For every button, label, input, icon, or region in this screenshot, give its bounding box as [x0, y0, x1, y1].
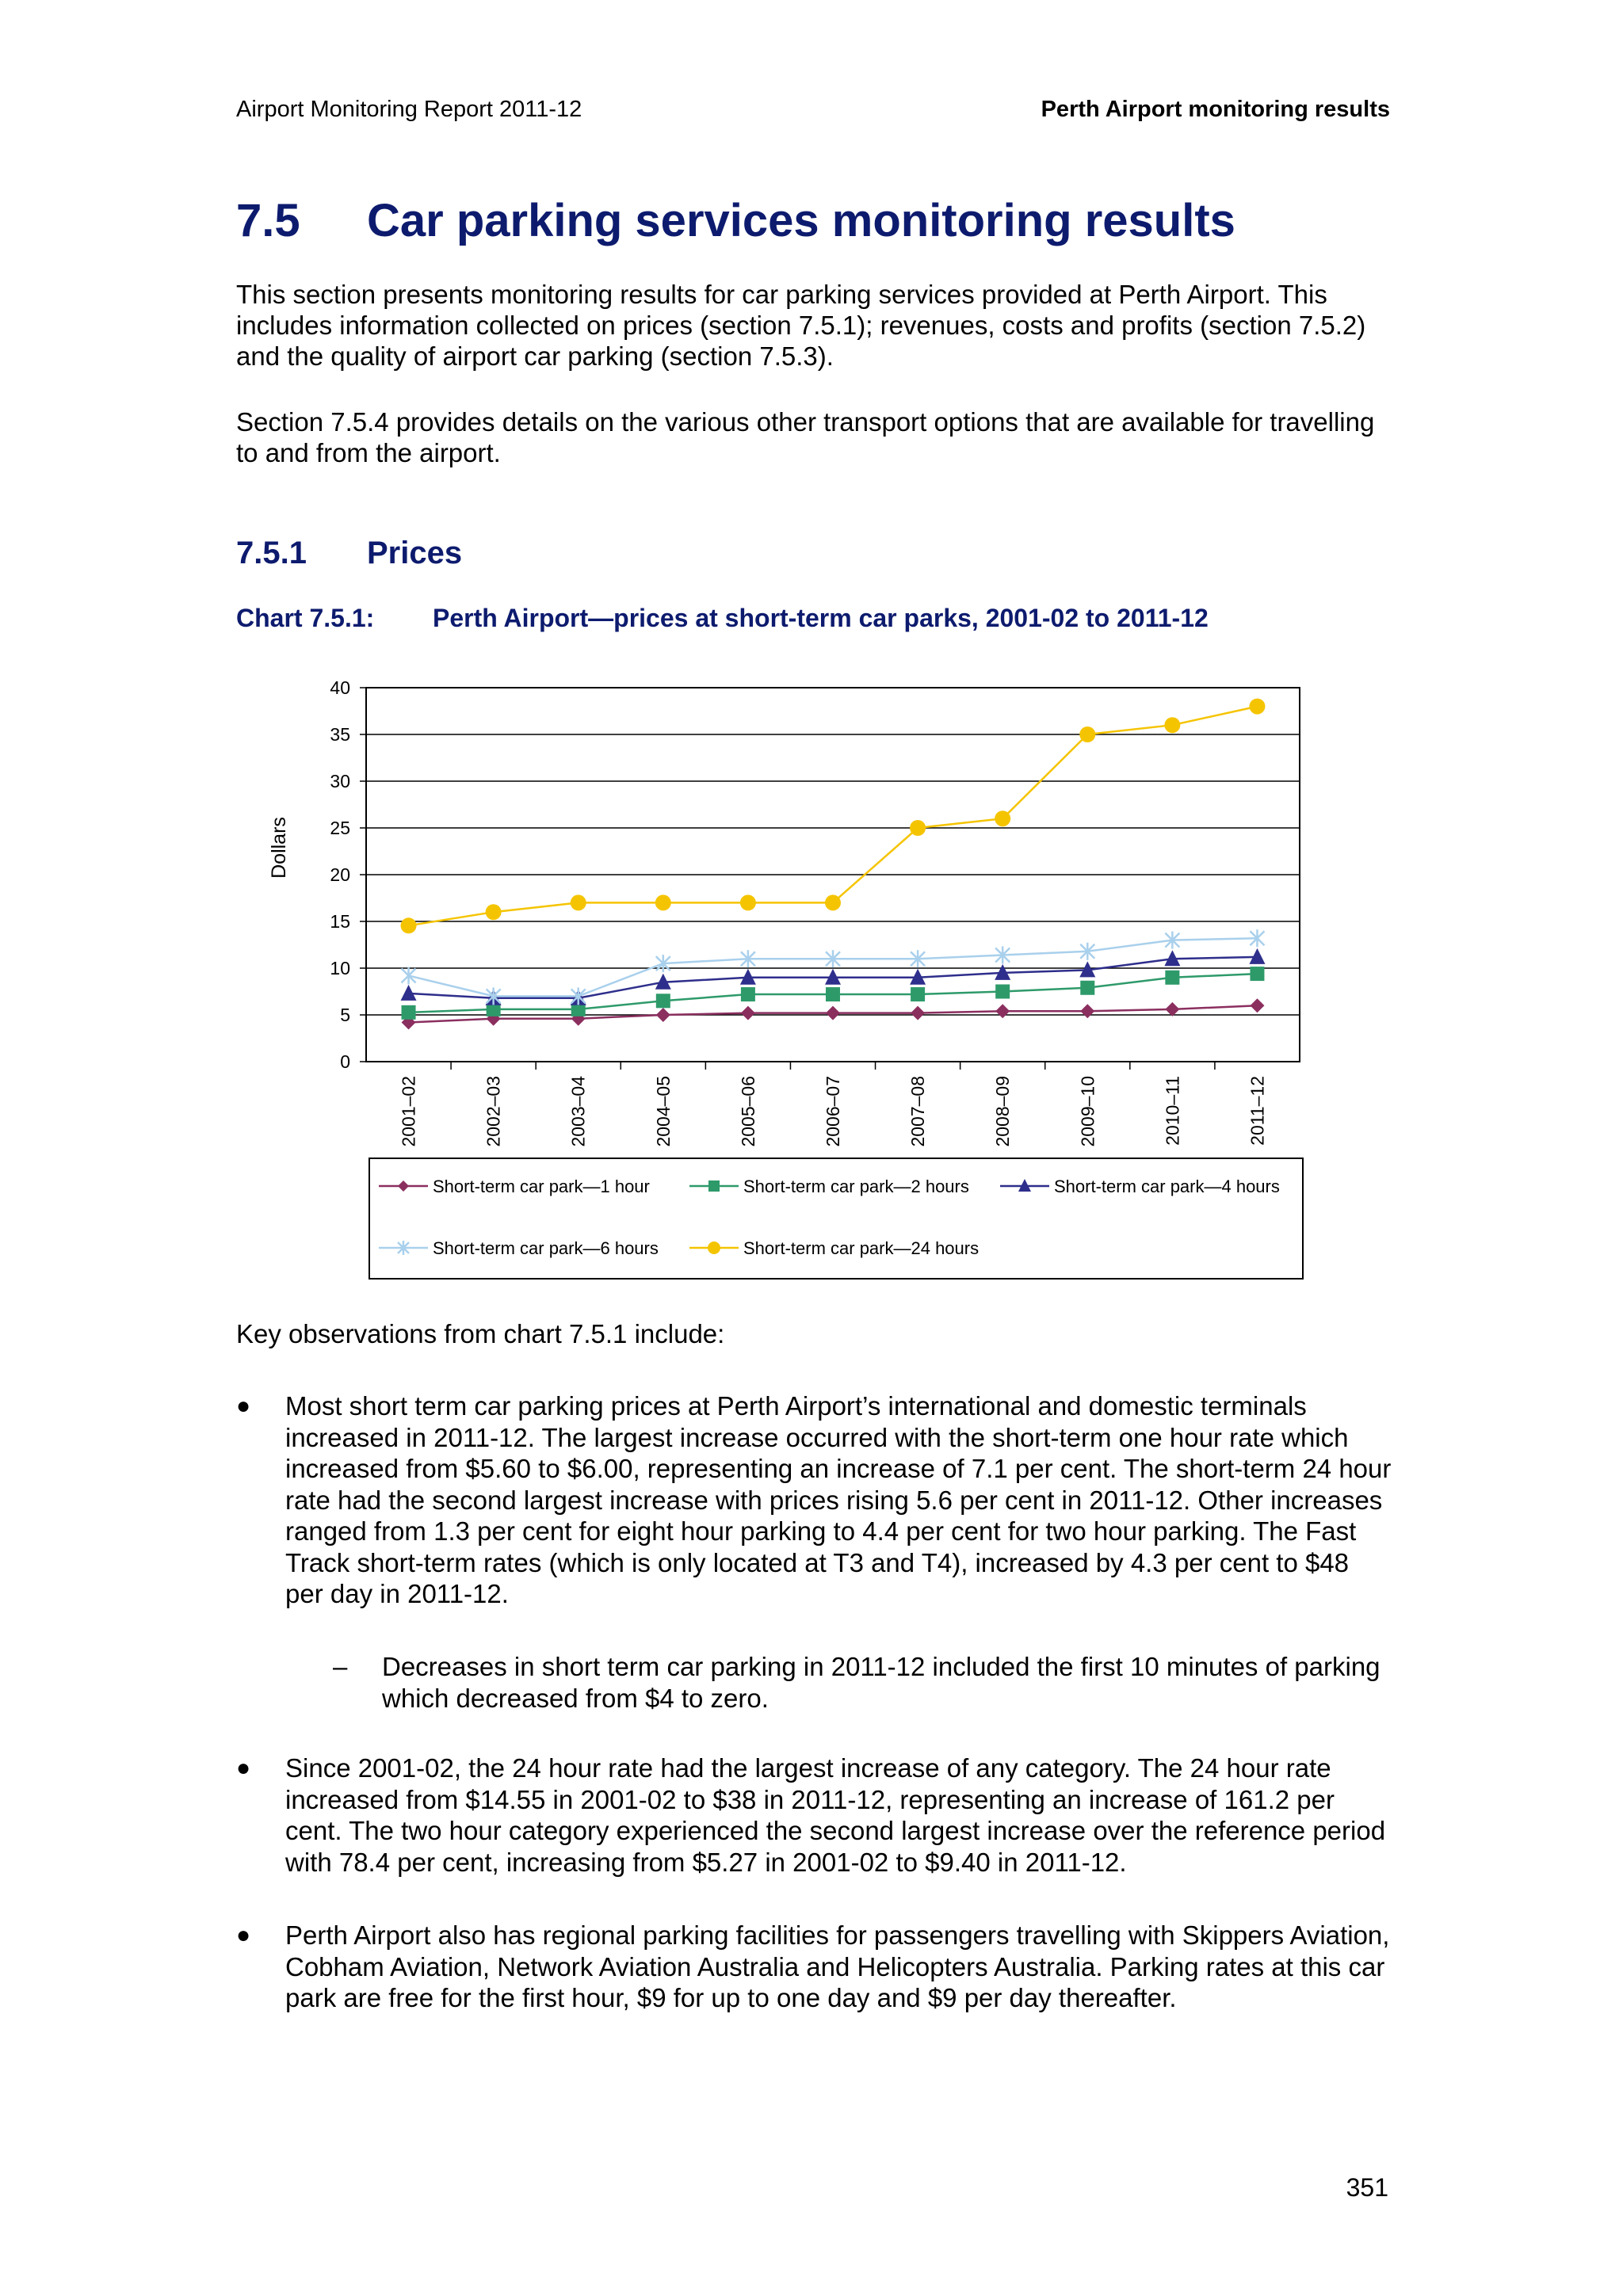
running-header-right: Perth Airport monitoring results: [1041, 97, 1390, 122]
data-point: [486, 904, 502, 920]
legend-item: [689, 1238, 979, 1258]
chart-caption-title: Perth Airport—prices at short-term car parks, 2001-02 to 2011-12: [433, 604, 1209, 632]
data-point: [401, 917, 417, 933]
subsection-number: 7.5.1: [236, 536, 307, 570]
x-tick-label: 2010–11: [1162, 1076, 1183, 1146]
data-point: [1165, 1002, 1179, 1016]
running-header-left: Airport Monitoring Report 2011-12: [236, 97, 582, 122]
data-point: [911, 1006, 925, 1020]
data-point: [740, 894, 756, 910]
y-axis-label: Dollars: [268, 817, 290, 879]
bullet-marker: ●: [236, 1755, 251, 1781]
x-tick-label: 2002–03: [483, 1076, 504, 1147]
legend-label: Short-term car park—4 hours: [1054, 1177, 1280, 1196]
y-tick-label: 15: [330, 911, 350, 932]
legend-item: [689, 1177, 969, 1196]
y-tick-label: 40: [330, 677, 350, 698]
observation-bullet-1: [236, 1390, 1393, 1610]
legend-item: [1000, 1177, 1280, 1196]
section-title: Car parking services monitoring results: [367, 195, 1235, 246]
series-4: [401, 699, 1266, 934]
bullet-text: Since 2001-02, the 24 hour rate had the largest increase of any category. The 24 hour rate increased from $14.55 in 2001-02 to $38 in 2011-12, representing an increase of 161.2 per cent. The two hour category experienced the second largest increase over the reference period with 78.4 per cent, increasing from $5.27 in 2001-02 to $9.40 in 2011-12.: [285, 1753, 1386, 1877]
y-tick-label: 35: [330, 724, 350, 745]
section-number: 7.5: [236, 195, 300, 246]
y-tick-label: 30: [330, 771, 350, 791]
x-tick-label: 2009–10: [1077, 1076, 1098, 1147]
legend-label: Short-term car park—1 hour: [433, 1177, 650, 1196]
data-point: [656, 994, 670, 1008]
bullet-marker: ●: [236, 1393, 251, 1419]
x-axis-ticks: [399, 1062, 1268, 1147]
x-tick-label: 2011–12: [1247, 1076, 1268, 1146]
data-point: [826, 1006, 840, 1020]
data-point: [1165, 971, 1179, 985]
x-tick-label: 2003–04: [567, 1076, 589, 1147]
data-point: [401, 985, 417, 1001]
legend-label: Short-term car park—6 hours: [433, 1238, 659, 1258]
legend-label: Short-term car park—2 hours: [743, 1177, 969, 1196]
data-point: [825, 894, 841, 910]
x-tick-label: 2005–06: [737, 1076, 758, 1147]
observation-bullet-2: [236, 1753, 1393, 1878]
legend-label: Short-term car park—24 hours: [743, 1238, 980, 1258]
subsection-title: Prices: [367, 536, 463, 570]
x-tick-label: 2008–09: [992, 1076, 1014, 1147]
y-tick-label: 5: [340, 1005, 350, 1025]
data-point: [911, 987, 925, 1001]
observation-bullet-3: [236, 1920, 1393, 2014]
dash-marker: –: [333, 1652, 348, 1681]
data-point: [402, 967, 416, 984]
data-point: [1079, 727, 1095, 742]
legend-item: [379, 1177, 650, 1196]
chart-series: [401, 699, 1266, 1030]
x-tick-label: 2007–08: [907, 1076, 929, 1147]
chart-caption-number: Chart 7.5.1:: [236, 604, 375, 632]
data-point: [741, 1006, 755, 1020]
data-point: [995, 1004, 1010, 1018]
bullet-marker: ●: [236, 1922, 251, 1948]
data-point: [1080, 981, 1094, 995]
data-point: [656, 1008, 670, 1022]
page-number: 351: [1346, 2173, 1388, 2202]
x-tick-label: 2001–02: [398, 1076, 419, 1147]
y-tick-label: 10: [330, 958, 350, 978]
x-tick-label: 2004–05: [652, 1076, 674, 1147]
data-point: [1250, 998, 1264, 1013]
legend-marker: [708, 1241, 720, 1254]
y-tick-label: 0: [340, 1051, 350, 1072]
data-point: [826, 987, 840, 1001]
data-point: [741, 987, 755, 1001]
data-point: [655, 894, 671, 910]
observation-subbullet-1: [333, 1651, 1395, 1714]
legend-item: [379, 1238, 659, 1258]
y-tick-label: 20: [330, 864, 350, 885]
intro-paragraph: This section presents monitoring results for car parking services provided at Perth Airport. This includes information collected on prices (section 7.5.1); revenues, costs and profits (section 7.5.2) and the quality of airport car parking (section 7.5.3).: [236, 280, 1366, 371]
y-axis-ticks: [330, 677, 366, 1072]
data-point: [995, 985, 1010, 999]
subbullet-text: Decreases in short term car parking in 2011-12 included the first 10 minutes of parking which decreased from $4 to zero.: [382, 1652, 1381, 1713]
data-point: [1249, 699, 1265, 715]
data-point: [402, 1005, 416, 1020]
x-tick-label: 2006–07: [823, 1076, 843, 1147]
bullet-text: Perth Airport also has regional parking facilities for passengers travelling with Skippers Aviation, Cobham Aviation, Network Aviation Australia and Helicopters Australia. Parking rates at this car park are free for the first hour, $9 for up to one day and $9 per day thereafter.: [285, 1920, 1390, 2012]
data-point: [1164, 717, 1180, 733]
legend-marker: [708, 1180, 720, 1192]
y-tick-label: 25: [330, 818, 350, 838]
intro-paragraph-2: Section 7.5.4 provides details on the various other transport options that are available for travelling to and from the airport.: [236, 407, 1375, 467]
series-line: [409, 707, 1258, 926]
data-point: [910, 820, 926, 836]
bullet-text: Most short term car parking prices at Perth Airport’s international and domestic terminals increased in 2011-12. The largest increase occurred with the short-term one hour rate which increased from $5.60 to $6.00, representing an increase of 7.1 per cent. The short-term 24 hour rate had the second largest increase with prices rising 5.6 per cent in 2011-12. Other increases ranged from 1.3 per cent for eight hour parking to 4.4 per cent for two hour parking. The Fast Track short-term rates (which is only located at T3 and T4), increased by 4.3 per cent to $48 per day in 2011-12.: [285, 1391, 1392, 1608]
data-point: [1250, 967, 1264, 981]
legend-marker: [398, 1180, 409, 1192]
data-point: [571, 894, 586, 910]
series-0: [402, 998, 1265, 1029]
observations-intro: Key observations from chart 7.5.1 include:: [236, 1319, 725, 1348]
data-point: [995, 810, 1010, 826]
chart-legend: [379, 1177, 1280, 1258]
data-point: [1080, 1004, 1094, 1018]
